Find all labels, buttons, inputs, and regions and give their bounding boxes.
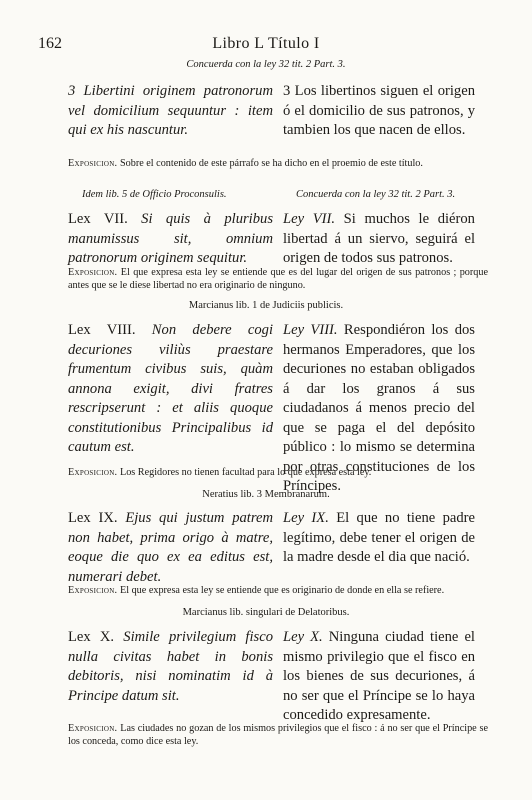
concordance-note: Concuerda con la ley 32 tit. 2 Part. 3. xyxy=(296,189,456,200)
exposition-2 xyxy=(68,266,488,292)
lex-label: Lex VII. xyxy=(68,211,128,227)
spanish-text-paragraph-3: 3 Los libertinos siguen el origen ó el domicilio de sus patronos, y tambien los que nacen de ellos. xyxy=(283,83,475,138)
exposition-label: Exposicion. xyxy=(68,723,118,734)
spanish-ley-7 xyxy=(283,210,475,269)
latin-lex-10 xyxy=(68,628,273,706)
ley-label: Ley X. xyxy=(283,629,323,645)
spanish-ley-9 xyxy=(283,509,475,568)
exposition-1 xyxy=(68,157,488,170)
source-attribution: Neratius lib. 3 Membranarum. xyxy=(202,489,330,500)
lex-text: Ejus qui justum patrem non habet, prima origo à matre, eoque die quo ex ea editus est, numerari debet. xyxy=(68,510,274,585)
latin-lex-7 xyxy=(68,210,273,269)
lex-text: Non debere cogi decuriones viliùs praestare frumentum civibus suis, quàm annona exigit, divi fratres rescripserunt : et aliis quoque constitutionibus Principalibus id cautum est. xyxy=(68,322,273,455)
ley-label: Ley VII. xyxy=(283,211,335,227)
page-number: 162 xyxy=(38,35,62,52)
concordance-note: Concuerda con la ley 32 tit. 2 Part. 3. xyxy=(186,59,346,70)
exposition-label: Exposicion. xyxy=(68,267,118,278)
latin-lex-9 xyxy=(68,509,273,587)
source-latin: Idem lib. 5 de Officio Proconsulis. xyxy=(82,189,227,200)
exposition-label: Exposicion. xyxy=(68,467,118,478)
spanish-ley-10 xyxy=(283,628,475,726)
source-attribution: Marcianus lib. singulari de Delatoribus. xyxy=(182,607,350,618)
running-head: Libro L Título I xyxy=(212,35,320,52)
exposition-text: Sobre el contenido de este párrafo se ha dicho en el proemio de este título. xyxy=(119,158,423,169)
ley-text: Ninguna ciudad tiene el mismo privilegio que el fisco en los bienes de sus decuriones, á no ser que el Príncipe se lo haya concedido expresamente. xyxy=(283,629,475,723)
exposition-3 xyxy=(68,466,488,479)
latin-text-paragraph-3: 3 Libertini originem patronorum vel domicilium sequuntur : item qui ex his nascuntur. xyxy=(68,83,273,138)
ley-text: Si muchos le diéron libertad á un siervo, seguirá el origen de todos sus patronos. xyxy=(283,211,475,266)
exposition-4 xyxy=(68,584,488,597)
ley-label: Ley VIII. xyxy=(283,322,338,338)
exposition-text: Los Regidores no tienen facultad para lo que expresa esta ley. xyxy=(119,467,372,478)
exposition-label: Exposicion. xyxy=(68,158,118,169)
ley-text: Respondiéron los dos hermanos Emperadores, que los decuriones no estaban obligados á dar los granos á sus ciudadanos á menos precio del que se paga el del depósito público : lo mismo se determina por otras constituciones de los Príncipes. xyxy=(283,322,475,494)
source-attribution: Marcianus lib. 1 de Judiciis publicis. xyxy=(188,300,344,311)
exposition-text: El que expresa esta ley se entiende que es originario de donde en ella se refiere. xyxy=(119,585,445,596)
lex-label: Lex IX. xyxy=(68,510,118,526)
ley-text: El que no tiene padre legítimo, debe tener el origen de la madre desde el dia que nació. xyxy=(283,510,475,565)
lex-label: Lex VIII. xyxy=(68,322,136,338)
lex-text: Si quis à pluribus manumissus sit, omnium patronorum originem sequitur. xyxy=(68,211,274,266)
lex-text: Simile privilegium fisco nulla civitas habet in bonis debitoris, nisi nominatim id à Principe datum sit. xyxy=(68,629,273,704)
exposition-label: Exposicion. xyxy=(68,585,118,596)
exposition-text: Las ciudades no gozan de los mismos privilegios que el fisco : á no ser que el Príncipe se los conceda, como dice esta ley. xyxy=(68,723,488,747)
lex-label: Lex X. xyxy=(68,629,115,645)
exposition-text: El que expresa esta ley se entiende que es del lugar del origen de sus patronos ; porque antes que se le diese libertad no era originario de ninguno. xyxy=(68,267,489,291)
ley-label: Ley IX. xyxy=(283,510,329,526)
latin-lex-8 xyxy=(68,321,273,458)
exposition-5 xyxy=(68,722,488,748)
